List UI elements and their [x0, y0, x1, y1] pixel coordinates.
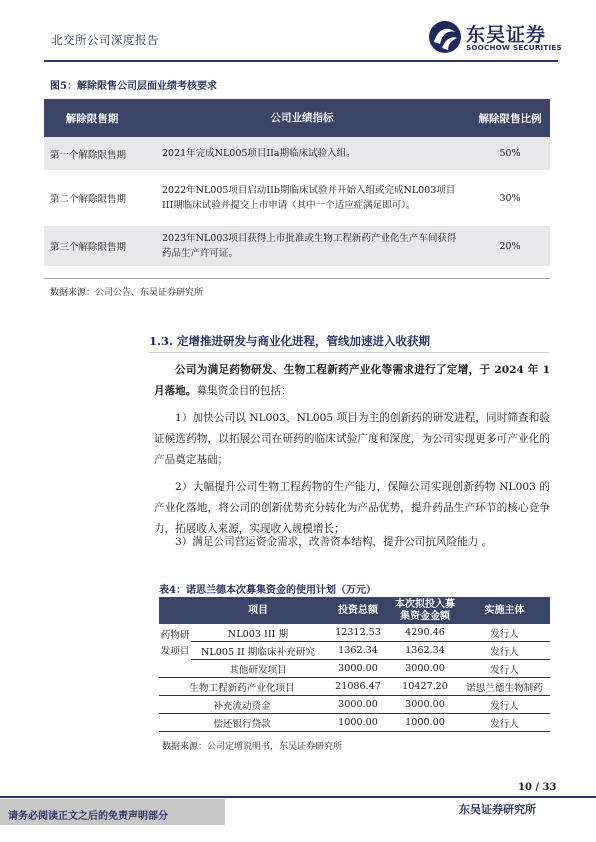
table-body	[159, 624, 550, 732]
item-cell: NL005 II 期临床补充研究	[201, 646, 315, 658]
period-cell: 第一个解除限售期	[50, 149, 127, 161]
total-cell: 3000.00	[338, 663, 378, 674]
subject-cell: 发行人	[490, 718, 519, 730]
purpose-item-2: 2）大幅提升公司生物工程药物的生产能力，保障公司实现创新药物 NL003 的产业化落地，将公司的创新优势充分转化为产品优势，提升药品生产环节的核心竞争力，拓展收入来源，实现收入规模增长；	[154, 481, 550, 535]
figure-title: 图5：解除限售公司层面业绩考核要求	[50, 81, 217, 92]
company-logo	[428, 20, 562, 56]
purpose-item-3: 3）满足公司营运资金需求，改善资本结构，提升公司抗风险能力 。	[175, 536, 493, 548]
table-row	[159, 714, 550, 732]
table-bottom-rule	[44, 278, 550, 279]
section-divider	[149, 352, 549, 353]
period-cell: 第二个解除限售期	[50, 194, 127, 205]
total-cell: 1362.34	[338, 645, 378, 656]
item-cell: 补充流动资金	[213, 700, 271, 712]
table-row	[159, 660, 550, 678]
disclaimer-banner	[0, 799, 225, 825]
amount-cell: 1362.34	[405, 645, 445, 656]
table-row	[44, 170, 550, 226]
target-cell: 2023年NL003项目获得上市批准或生物工程新药产业化生产车间获得药品生产许可证。	[162, 233, 457, 259]
column-header: 投资总额	[338, 604, 378, 616]
total-cell: 12312.53	[335, 627, 381, 638]
lead-paragraph	[154, 360, 550, 402]
column-header: 解除限售比例	[478, 112, 542, 125]
column-header: 项目	[248, 604, 268, 616]
ratio-cell: 20%	[499, 240, 521, 252]
item-cell: 其他研发项目	[229, 664, 287, 676]
total-cell: 3000.00	[338, 699, 378, 710]
amount-cell: 4290.46	[405, 627, 445, 638]
total-cell: 1000.00	[338, 717, 378, 728]
group-label: 药物研发项目	[159, 626, 191, 677]
ratio-cell: 30%	[499, 192, 521, 204]
disclaimer-text: 请务必阅读正文之后的免责声明部分	[8, 811, 168, 822]
table-row	[159, 696, 550, 714]
fund-usage-table	[159, 597, 550, 732]
footer-divider	[0, 796, 596, 798]
table-row	[159, 678, 550, 696]
page-number: 10 / 33	[518, 782, 557, 793]
column-header: 公司业绩指标	[270, 111, 334, 124]
purpose-item-1: 1）加快公司以 NL003、NL005 项目为主的创新药的研发进程，同时筛查和验证候选药物，以拓展公司在研药的临床试验广度和深度，为公司实现更多可产业化的产品奠定基础；	[154, 412, 550, 466]
column-header: 解除限售期	[65, 112, 119, 125]
table-row	[44, 226, 550, 266]
column-header: 本次拟投入募集资金金额	[395, 598, 455, 622]
table-header	[44, 99, 550, 137]
amount-cell: 10427.20	[402, 681, 448, 692]
table-source: 数据来源：公司定增说明书，东吴证券研究所	[162, 742, 343, 752]
item-cell: 偿还银行贷款	[213, 718, 271, 730]
table-row	[44, 137, 550, 170]
item-cell: 生物工程新药产业化项目	[189, 682, 295, 694]
figure-source: 数据来源：公司公告、东吴证券研究所	[50, 288, 204, 298]
logo-mark-icon	[428, 20, 462, 54]
amount-cell: 1000.00	[405, 717, 445, 728]
subject-cell: 发行人	[490, 628, 519, 640]
subject-cell: 发行人	[490, 646, 519, 658]
subject-cell: 发行人	[490, 664, 519, 676]
target-cell: 2021年完成NL005项目IIa期临床试验入组。	[162, 148, 356, 159]
subject-cell: 诺思兰德生物制药	[466, 682, 543, 694]
table-header	[159, 597, 550, 624]
amount-cell: 3000.00	[405, 699, 445, 710]
report-series-title: 北交所公司深度报告	[51, 33, 159, 47]
table-title: 表4：诺思兰德本次募集资金的使用计划（万元）	[159, 585, 376, 596]
amount-cell: 3000.00	[405, 663, 445, 674]
target-cell: 2022年NL005项目启动IIb期临床试验并开始入组或完成NL003项目III期临床试验并提交上市申请（其中一个适应症满足即可）。	[162, 185, 456, 211]
table-row	[159, 624, 550, 642]
period-cell: 第三个解除限售期	[50, 242, 127, 253]
header-divider	[44, 60, 558, 62]
section-heading: 1.3. 定增推进研发与商业化进程，管线加速进入收获期	[149, 334, 431, 348]
footer-brand: 东吴证券研究所	[459, 803, 536, 816]
unlock-requirements-table	[44, 99, 550, 266]
subject-cell: 发行人	[490, 700, 519, 712]
table-row	[159, 642, 550, 660]
total-cell: 21086.47	[335, 681, 381, 692]
logo-text-en: SOOCHOW SECURITIES	[466, 43, 562, 52]
column-header: 实施主体	[484, 604, 525, 616]
lead-text: 募集资金目的包括：	[196, 385, 292, 397]
column-header-spacer	[159, 597, 191, 624]
lead-bold-text: 公司为满足药物研发、生物工程新药产业化等需求进行了定增，于 2024 年 1 月落地。	[154, 364, 550, 397]
logo-text: 东吴证券	[466, 24, 547, 46]
ratio-cell: 50%	[499, 148, 521, 159]
item-cell: NL003 III 期	[227, 628, 289, 640]
